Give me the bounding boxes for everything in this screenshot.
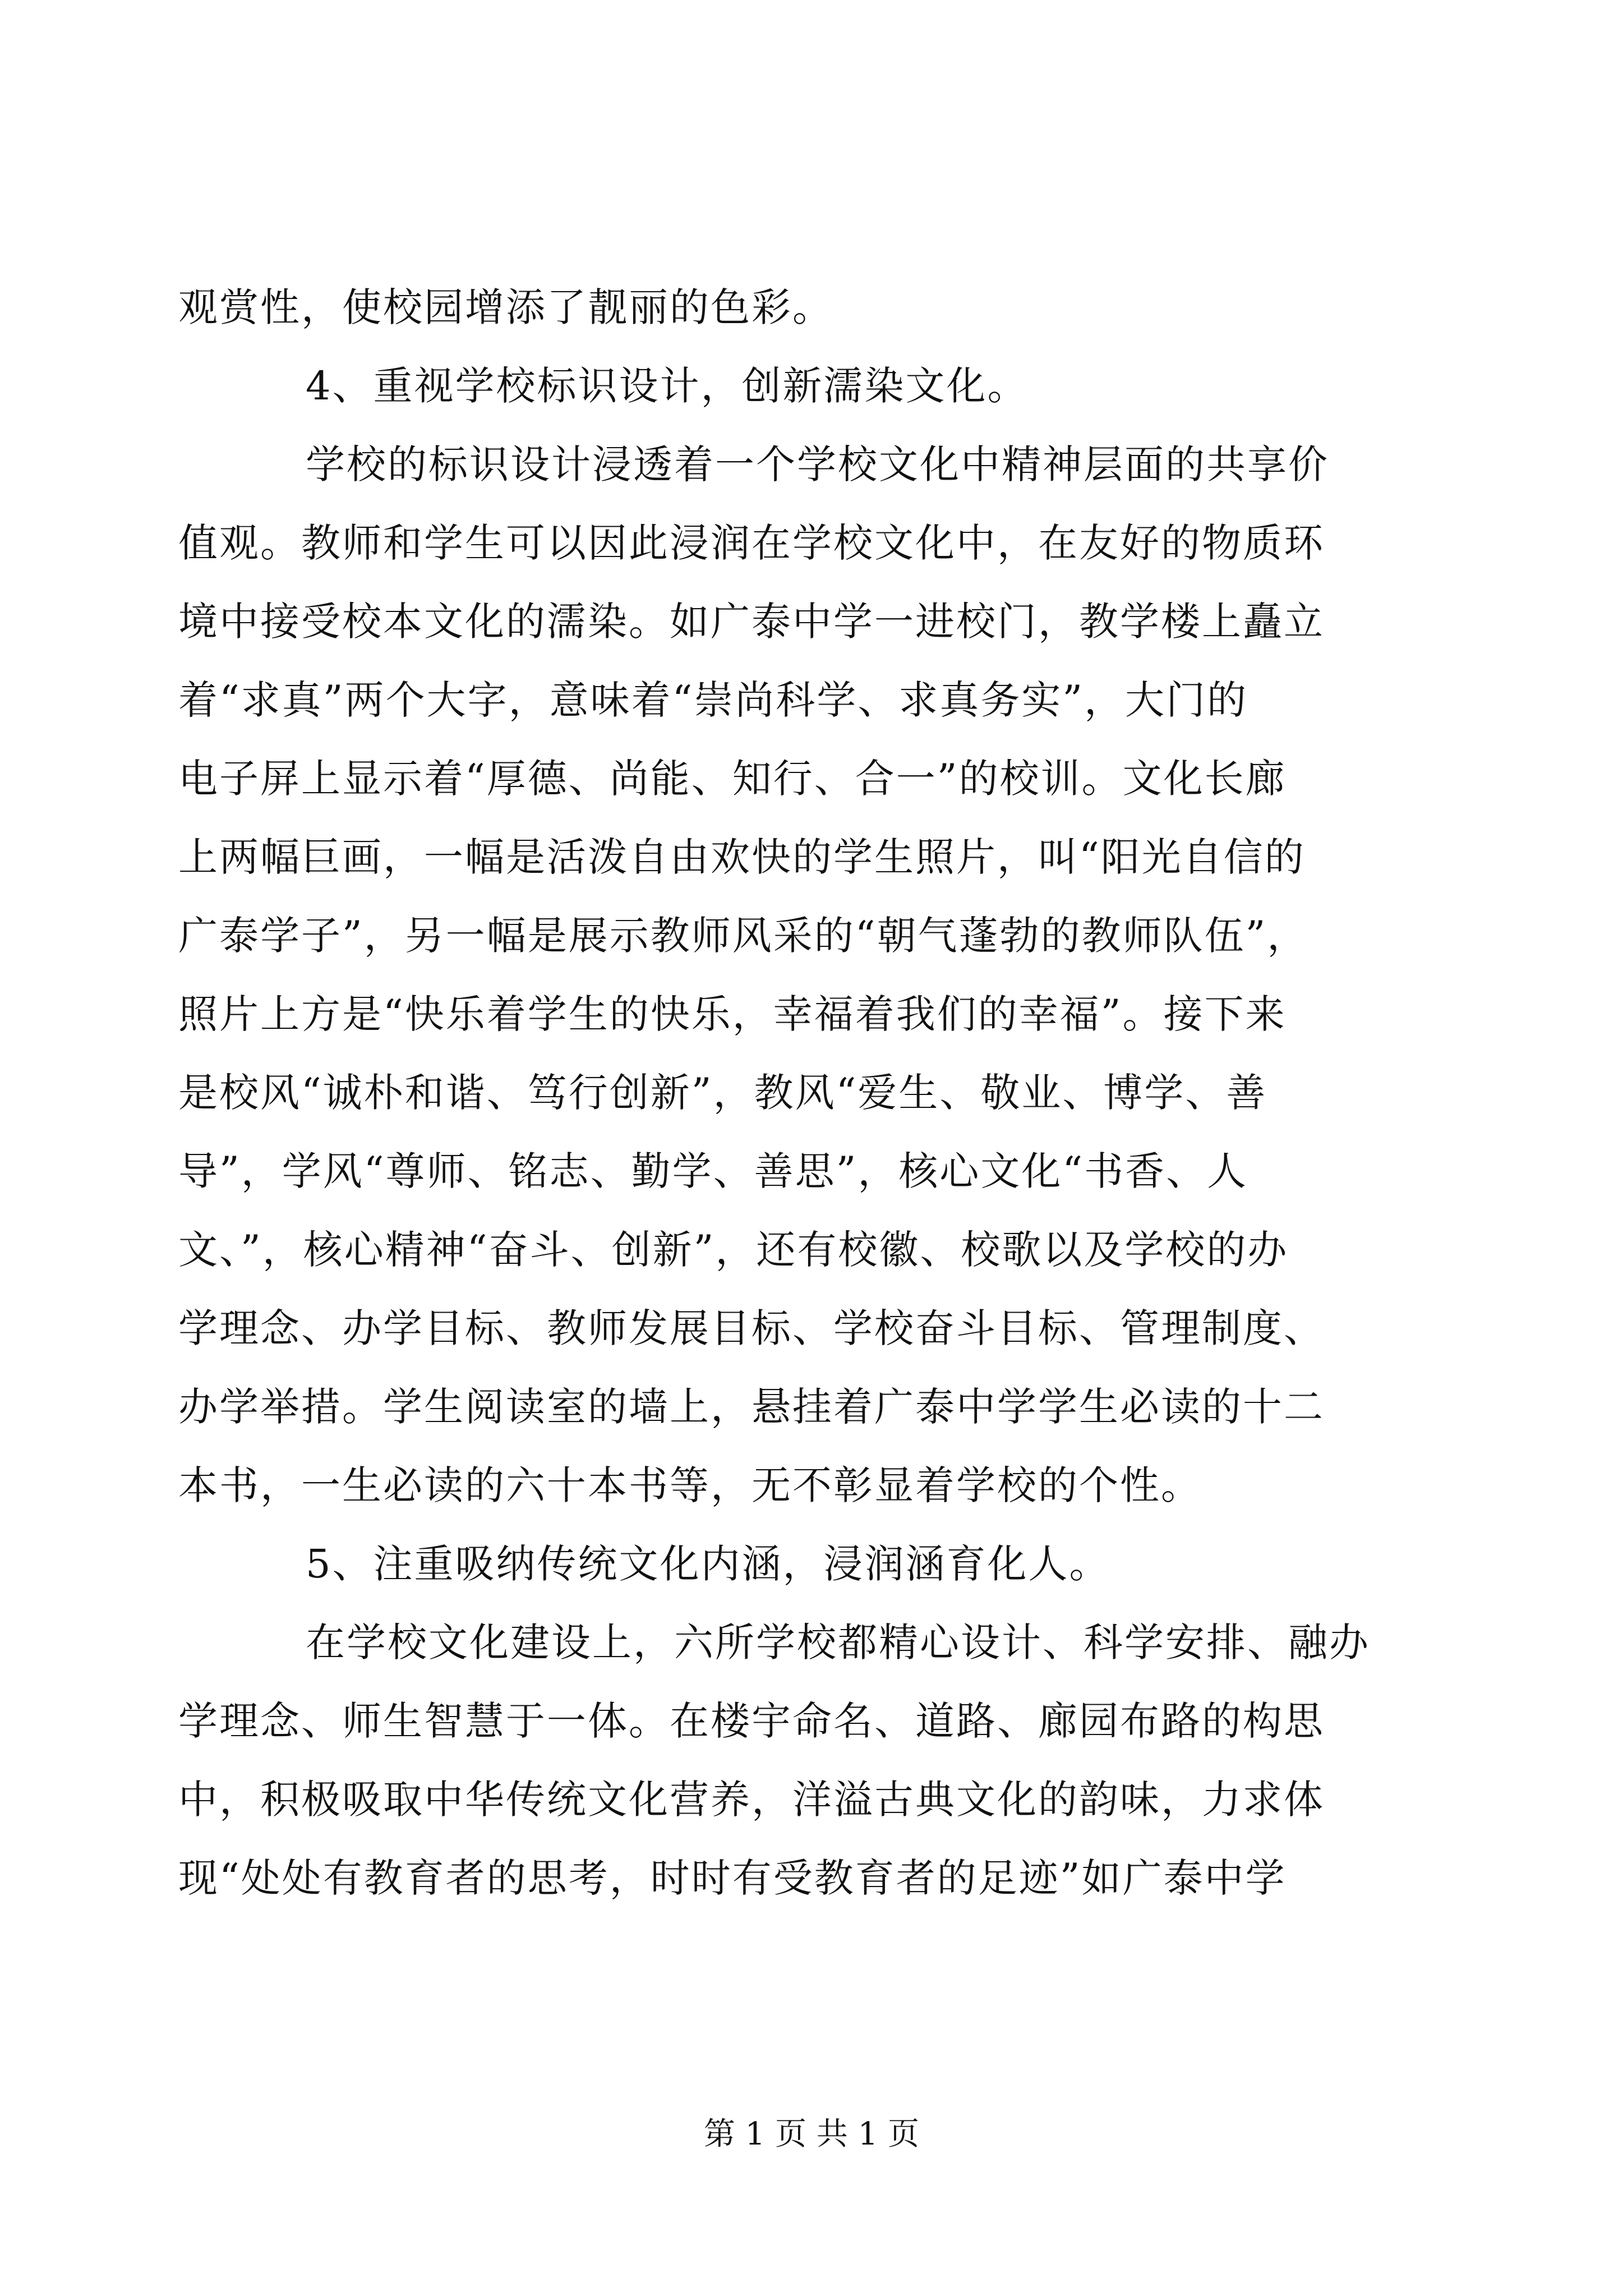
text-line: 学理念、师生智慧于一体。在楼宇命名、道路、廊园布路的构思 — [178, 1698, 1325, 1744]
text-line: 着“求真”两个大字，意味着“崇尚科学、求真务实”，大门的 — [178, 677, 1248, 723]
text-line: 广泰学子”，另一幅是展示教师风采的“朝气蓬勃的教师队伍”， — [178, 913, 1308, 959]
section-heading: 5、注重吸纳传统文化内涵，浸润涵育化人。 — [306, 1541, 1110, 1587]
text-line: 上两幅巨画，一幅是活泼自由欢快的学生照片，叫“阳光自信的 — [178, 834, 1306, 880]
section-heading: 4、重视学校标识设计，创新濡染文化。 — [306, 363, 1029, 409]
text-line: 在学校文化建设上，六所学校都精心设计、科学安排、融办 — [306, 1619, 1370, 1665]
text-line: 境中接受校本文化的濡染。如广泰中学一进校门，教学楼上矗立 — [178, 599, 1325, 645]
text-line: 文、”，核心精神“奋斗、创新”，还有校徽、校歌以及学校的办 — [178, 1227, 1289, 1273]
text-line: 办学举措。学生阅读室的墙上，悬挂着广泰中学学生必读的十二 — [178, 1384, 1325, 1430]
text-line: 中，积极吸取中华传统文化营养，洋溢古典文化的韵味，力求体 — [178, 1777, 1325, 1823]
text-line: 值观。教师和学生可以因此浸润在学校文化中，在友好的物质环 — [178, 520, 1325, 566]
text-line: 电子屏上显示着“厚德、尚能、知行、合一”的校训。文化长廊 — [178, 756, 1287, 802]
text-line: 是校风“诚朴和谐、笃行创新”，教风“爱生、敬业、博学、善 — [178, 1070, 1267, 1116]
text-line: 学校的标识设计浸透着一个学校文化中精神层面的共享价 — [306, 441, 1329, 487]
text-line: 照片上方是“快乐着学生的快乐，幸福着我们的幸福”。接下来 — [178, 991, 1287, 1037]
text-line: 本书，一生必读的六十本书等，无不彰显着学校的个性。 — [178, 1462, 1202, 1508]
text-line: 观赏性，使校园增添了靓丽的色彩。 — [178, 284, 833, 330]
text-line: 导”，学风“尊师、铭志、勤学、善思”，核心文化“书香、人 — [178, 1148, 1248, 1194]
text-line: 现“处处有教育者的思考，时时有受教育者的足迹”如广泰中学 — [178, 1855, 1287, 1901]
page-footer: 第 1 页 共 1 页 — [703, 2116, 920, 2152]
text-line: 学理念、办学目标、教师发展目标、学校奋斗目标、管理制度、 — [178, 1305, 1325, 1351]
